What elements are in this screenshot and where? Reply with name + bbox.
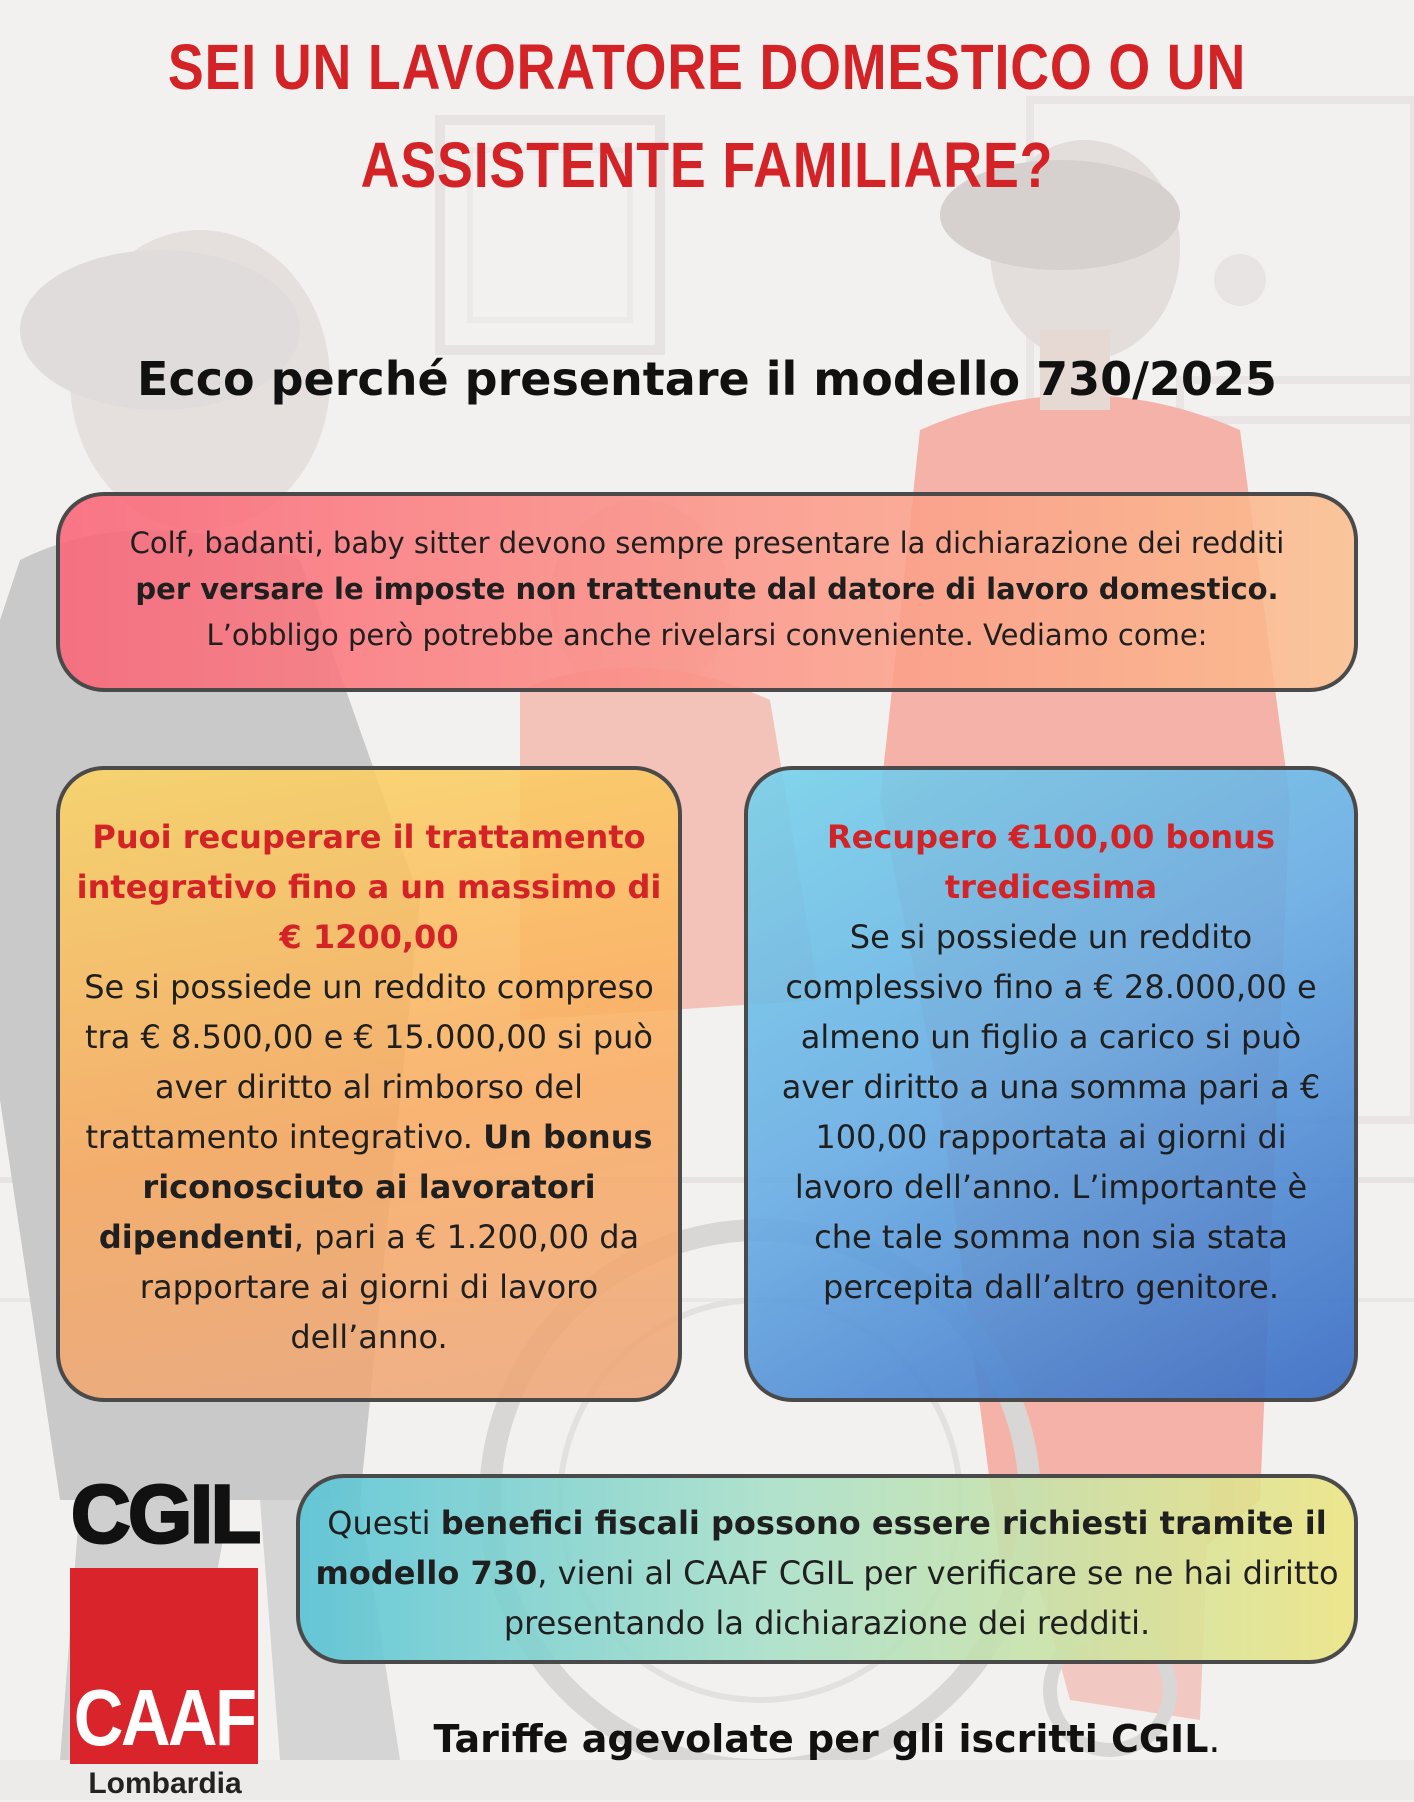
left-card-title: Puoi recuperare il trattamento integrativo fino a un massimo di € 1200,00 [76,818,662,956]
intro-box [56,492,1358,692]
intro-line-3: L’obbligo però potrebbe anche rivelarsi conveniente. Vediamo come: [206,618,1208,652]
tagline-period: . [1208,1717,1221,1761]
tagline-bold: Tariffe agevolate per gli iscritti CGIL [433,1717,1209,1761]
left-card-text-1: Se si possiede un reddito compreso tra € 8.500,00 e € 15.000,00 si può aver diritto al rimborso del trattamento integrativo. [84,968,654,1156]
logo-lombardia-text: Lombardia [88,1767,242,1800]
bottom-text-2: , vieni al CAAF CGIL per verificare se ne hai diritto presentando la dichiarazione dei redditi. [503,1554,1339,1642]
logo-caaf-text: CAAF [73,1673,255,1762]
benefici-fiscali-box [296,1474,1358,1664]
left-card-text-2: , pari a € 1.200,00 da rapportare ai giorni di lavoro dell’anno. [139,1218,640,1356]
right-card-title: Recupero €100,00 bonus tredicesima [827,818,1275,906]
logo-cgil-text: CGIL [71,1469,259,1560]
intro-line-2-bold: per versare le imposte non trattenute dal datore di lavoro domestico. [135,572,1279,606]
intro-line-1: Colf, badanti, baby sitter devono sempre presentare la dichiarazione dei redditi [129,526,1285,560]
bonus-tredicesima-card [744,766,1358,1402]
trattamento-integrativo-card [56,766,682,1402]
tagline [296,1714,1358,1764]
headline: SEI UN LAVORATORE DOMESTICO O UN ASSISTENTE FAMILIARE? [167,31,1247,201]
left-card-body [74,962,664,1362]
cgil-caaf-logo [70,1469,260,1802]
right-card-text: Se si possiede un reddito complessivo fino a € 28.000,00 e almeno un figlio a carico si può aver diritto a una somma pari a € 100,00 rapportata ai giorni di lavoro dell’anno. L’importante è che tale somma non sia stata percepita dall’altro genitore. [781,918,1321,1306]
left-card-text-bold: Un bonus riconosciuto ai lavoratori dipendenti [98,1118,653,1256]
bottom-text-1: Questi [327,1504,441,1542]
bottom-text-bold: benefici fiscali possono essere richiesti tramite il modello 730 [315,1504,1327,1592]
logo-red-block [70,1568,258,1764]
subhead: Ecco perché presentare il modello 730/2025 [137,352,1277,406]
